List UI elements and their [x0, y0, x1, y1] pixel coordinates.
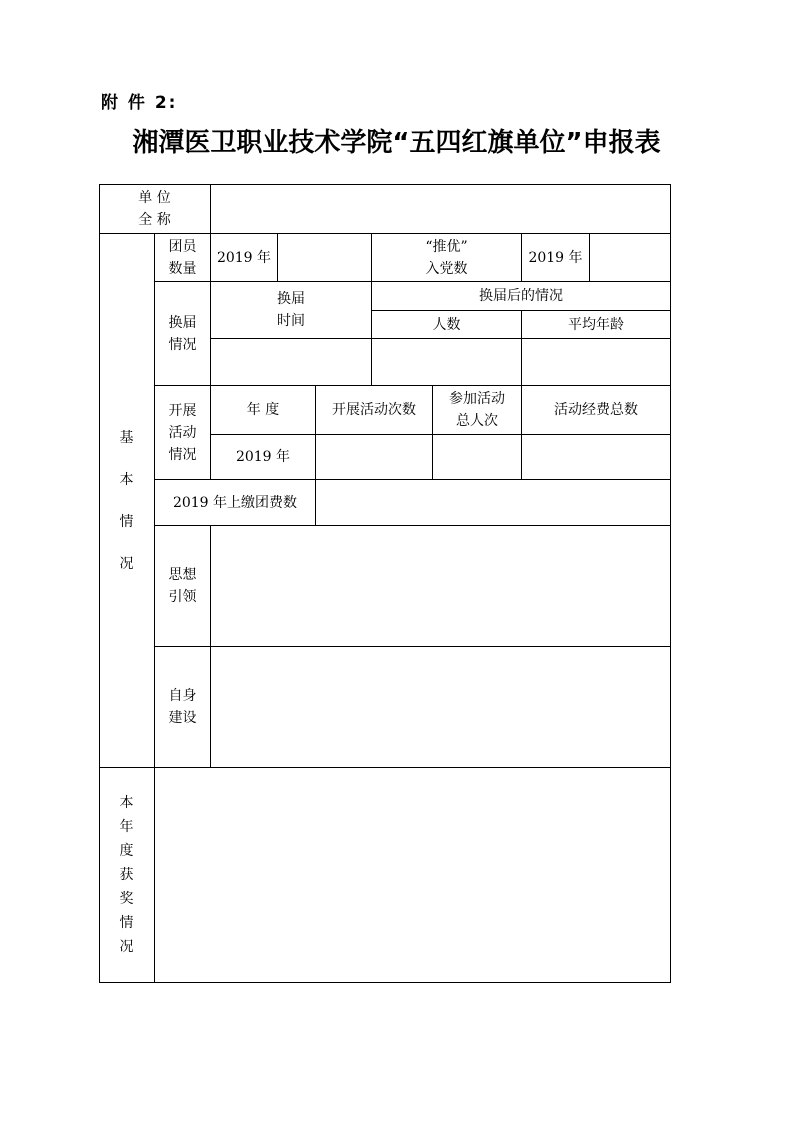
election-time-field[interactable]	[211, 339, 371, 385]
border-bottom	[99, 982, 671, 983]
attachment-label: 附 件 2:	[101, 93, 178, 113]
year-label: 年 度	[246, 402, 280, 418]
awards-char: 情	[119, 915, 134, 931]
self-building-field[interactable]	[211, 647, 670, 767]
party-field[interactable]	[590, 234, 670, 281]
basic-info-char: 本	[119, 471, 134, 488]
participants-field[interactable]	[433, 435, 521, 479]
application-form	[99, 184, 671, 983]
election-label: 换届 情况	[168, 314, 197, 353]
headcount-field[interactable]	[372, 339, 521, 385]
party-label: “推优” 入党数	[425, 238, 468, 277]
unit-name-field[interactable]	[211, 185, 670, 233]
border-right	[670, 184, 671, 983]
activities-label: 开展 活动 情况	[168, 402, 197, 463]
funds-field[interactable]	[522, 435, 670, 479]
basic-info-label	[99, 234, 154, 767]
election-time-label: 换届 时间	[277, 291, 305, 329]
awards-char: 年	[119, 819, 134, 835]
members-year: 2019 年	[216, 249, 272, 266]
unit-name-label: 单 位 全 称	[138, 189, 171, 228]
avg-age-field[interactable]	[522, 339, 670, 385]
participants-label: 参加活动 总人次	[449, 391, 505, 429]
self-building-label: 自身 建设	[168, 688, 197, 726]
headcount-label: 人数	[432, 316, 461, 333]
basic-info-char: 况	[119, 555, 134, 572]
party-year: 2019 年	[528, 249, 583, 266]
awards-char: 度	[119, 843, 134, 859]
funds-label: 活动经费总数	[554, 402, 638, 418]
awards-char: 本	[119, 795, 134, 811]
basic-info-char: 情	[119, 513, 134, 530]
avg-age-label: 平均年龄	[568, 316, 624, 333]
ideology-field[interactable]	[211, 526, 670, 646]
members-label: 团员 数量	[168, 238, 197, 277]
awards-char: 况	[119, 939, 134, 955]
ideology-label: 思想 引领	[168, 567, 197, 605]
awards-label	[99, 768, 154, 982]
activity-count-label: 开展活动次数	[332, 402, 416, 418]
after-election-label: 换届后的情况	[479, 288, 563, 304]
basic-info-char: 基	[119, 429, 134, 446]
awards-char: 获	[119, 867, 134, 883]
awards-char: 奖	[119, 891, 134, 907]
dues-label: 2019 年上缴团费数	[172, 494, 298, 511]
dues-field[interactable]	[316, 480, 670, 525]
page-title: 湘潭医卫职业技术学院“五四红旗单位”申报表	[132, 128, 661, 158]
members-field[interactable]	[278, 234, 371, 281]
activity-count-field[interactable]	[316, 435, 432, 479]
awards-field[interactable]	[155, 768, 670, 982]
activity-year: 2019 年	[235, 449, 291, 465]
